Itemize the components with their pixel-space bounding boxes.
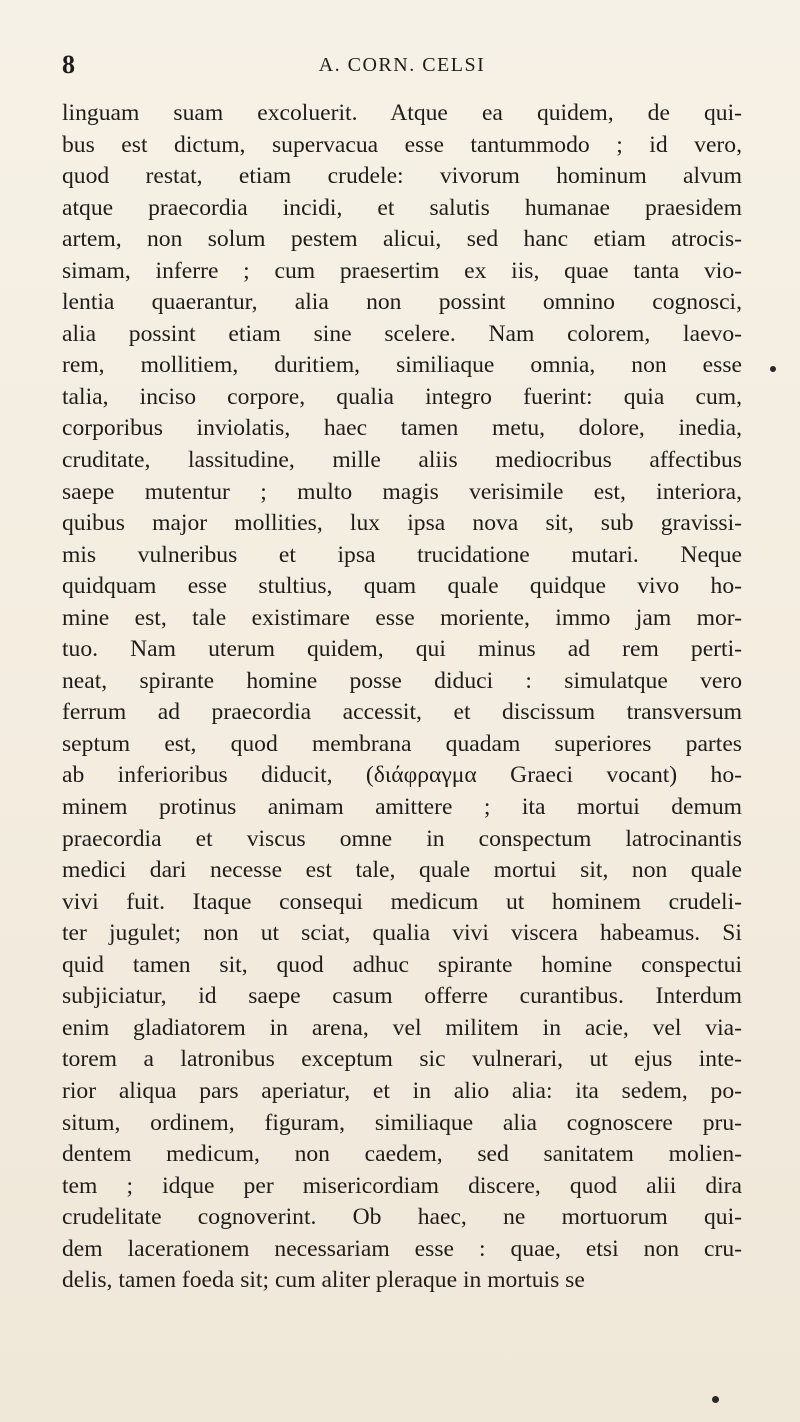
page-number: 8: [62, 50, 75, 79]
text-line: ab inferioribus diducit, (διάφραγμα Graeci vocant) ho-: [62, 762, 742, 789]
text-line: talia, inciso corpore, qualia integro fuerint: quia cum,: [62, 383, 742, 410]
text-line: minem protinus animam amittere ; ita mortui demum: [62, 794, 742, 821]
text-line: mine est, tale existimare esse moriente, immo jam mor-: [62, 604, 742, 631]
text-line: lentia quaerantur, alia non possint omnino cognosci,: [62, 289, 742, 316]
text-line: subjiciatur, id saepe casum offerre curantibus. Interdum: [62, 983, 742, 1010]
text-line: alia possint etiam sine scelere. Nam colorem, laevo-: [62, 320, 742, 347]
ink-speck: [712, 1396, 719, 1403]
text-line: ter jugulet; non ut sciat, qualia vivi viscera habeamus. Si: [62, 920, 742, 947]
text-line: atque praecordia incidi, et salutis humanae praesidem: [62, 194, 742, 221]
text-line: vivi fuit. Itaque consequi medicum ut hominem crudeli-: [62, 888, 742, 915]
text-line: quod restat, etiam crudele: vivorum hominum alvum: [62, 163, 742, 190]
text-line: ferrum ad praecordia accessit, et discissum transversum: [62, 699, 742, 726]
text-line: septum est, quod membrana quadam superiores partes: [62, 730, 742, 757]
text-line: rior aliqua pars aperiatur, et in alio alia: ita sedem, po-: [62, 1077, 742, 1104]
text-line: mis vulneribus et ipsa trucidatione mutari. Neque: [62, 541, 742, 568]
text-line: artem, non solum pestem alicui, sed hanc etiam atrocis-: [62, 226, 742, 253]
text-line: corporibus inviolatis, haec tamen metu, dolore, inedia,: [62, 415, 742, 442]
text-line: linguam suam excoluerit. Atque ea quidem, de qui-: [62, 100, 742, 126]
text-line: neat, spirante homine posse diduci : simulatque vero: [62, 667, 742, 694]
text-line: tuo. Nam uterum quidem, qui minus ad rem perti-: [62, 636, 742, 663]
text-line: situm, ordinem, figuram, similiaque alia cognoscere pru-: [62, 1109, 742, 1136]
page-header: [62, 50, 742, 80]
body-text: [62, 98, 742, 1297]
text-line: cruditate, lassitudine, mille aliis mediocribus affectibus: [62, 447, 742, 474]
text-line: crudelitate cognoverint. Ob haec, ne mortuorum qui-: [62, 1204, 742, 1231]
running-head: A. CORN. CELSI: [318, 54, 486, 76]
text-line: delis, tamen foeda sit; cum aliter pleraque in mortuis se: [62, 1267, 585, 1294]
text-line: bus est dictum, supervacua esse tantummodo ; id vero,: [62, 131, 742, 158]
text-line: saepe mutentur ; multo magis verisimile est, interiora,: [62, 478, 742, 505]
text-line: quidquam esse stultius, quam quale quidque vivo ho-: [62, 573, 742, 600]
text-line: torem a latronibus exceptum sic vulnerari, ut ejus inte-: [62, 1046, 742, 1073]
text-line: enim gladiatorem in arena, vel militem in acie, vel via-: [62, 1014, 742, 1041]
text-line: medici dari necesse est tale, quale mortui sit, non quale: [62, 857, 742, 884]
text-line: rem, mollitiem, duritiem, similiaque omnia, non esse: [62, 352, 742, 379]
ink-speck: [770, 366, 776, 372]
text-line: quid tamen sit, quod adhuc spirante homine conspectui: [62, 951, 742, 978]
text-line: quibus major mollities, lux ipsa nova sit, sub gravissi-: [62, 510, 742, 537]
text-line: dem lacerationem necessariam esse : quae, etsi non cru-: [62, 1235, 742, 1262]
text-line: praecordia et viscus omne in conspectum latrocinantis: [62, 825, 742, 852]
text-line: tem ; idque per misericordiam discere, quod alii dira: [62, 1172, 742, 1199]
text-line: dentem medicum, non caedem, sed sanitatem molien-: [62, 1141, 742, 1168]
text-line: simam, inferre ; cum praesertim ex iis, quae tanta vio-: [62, 257, 742, 284]
